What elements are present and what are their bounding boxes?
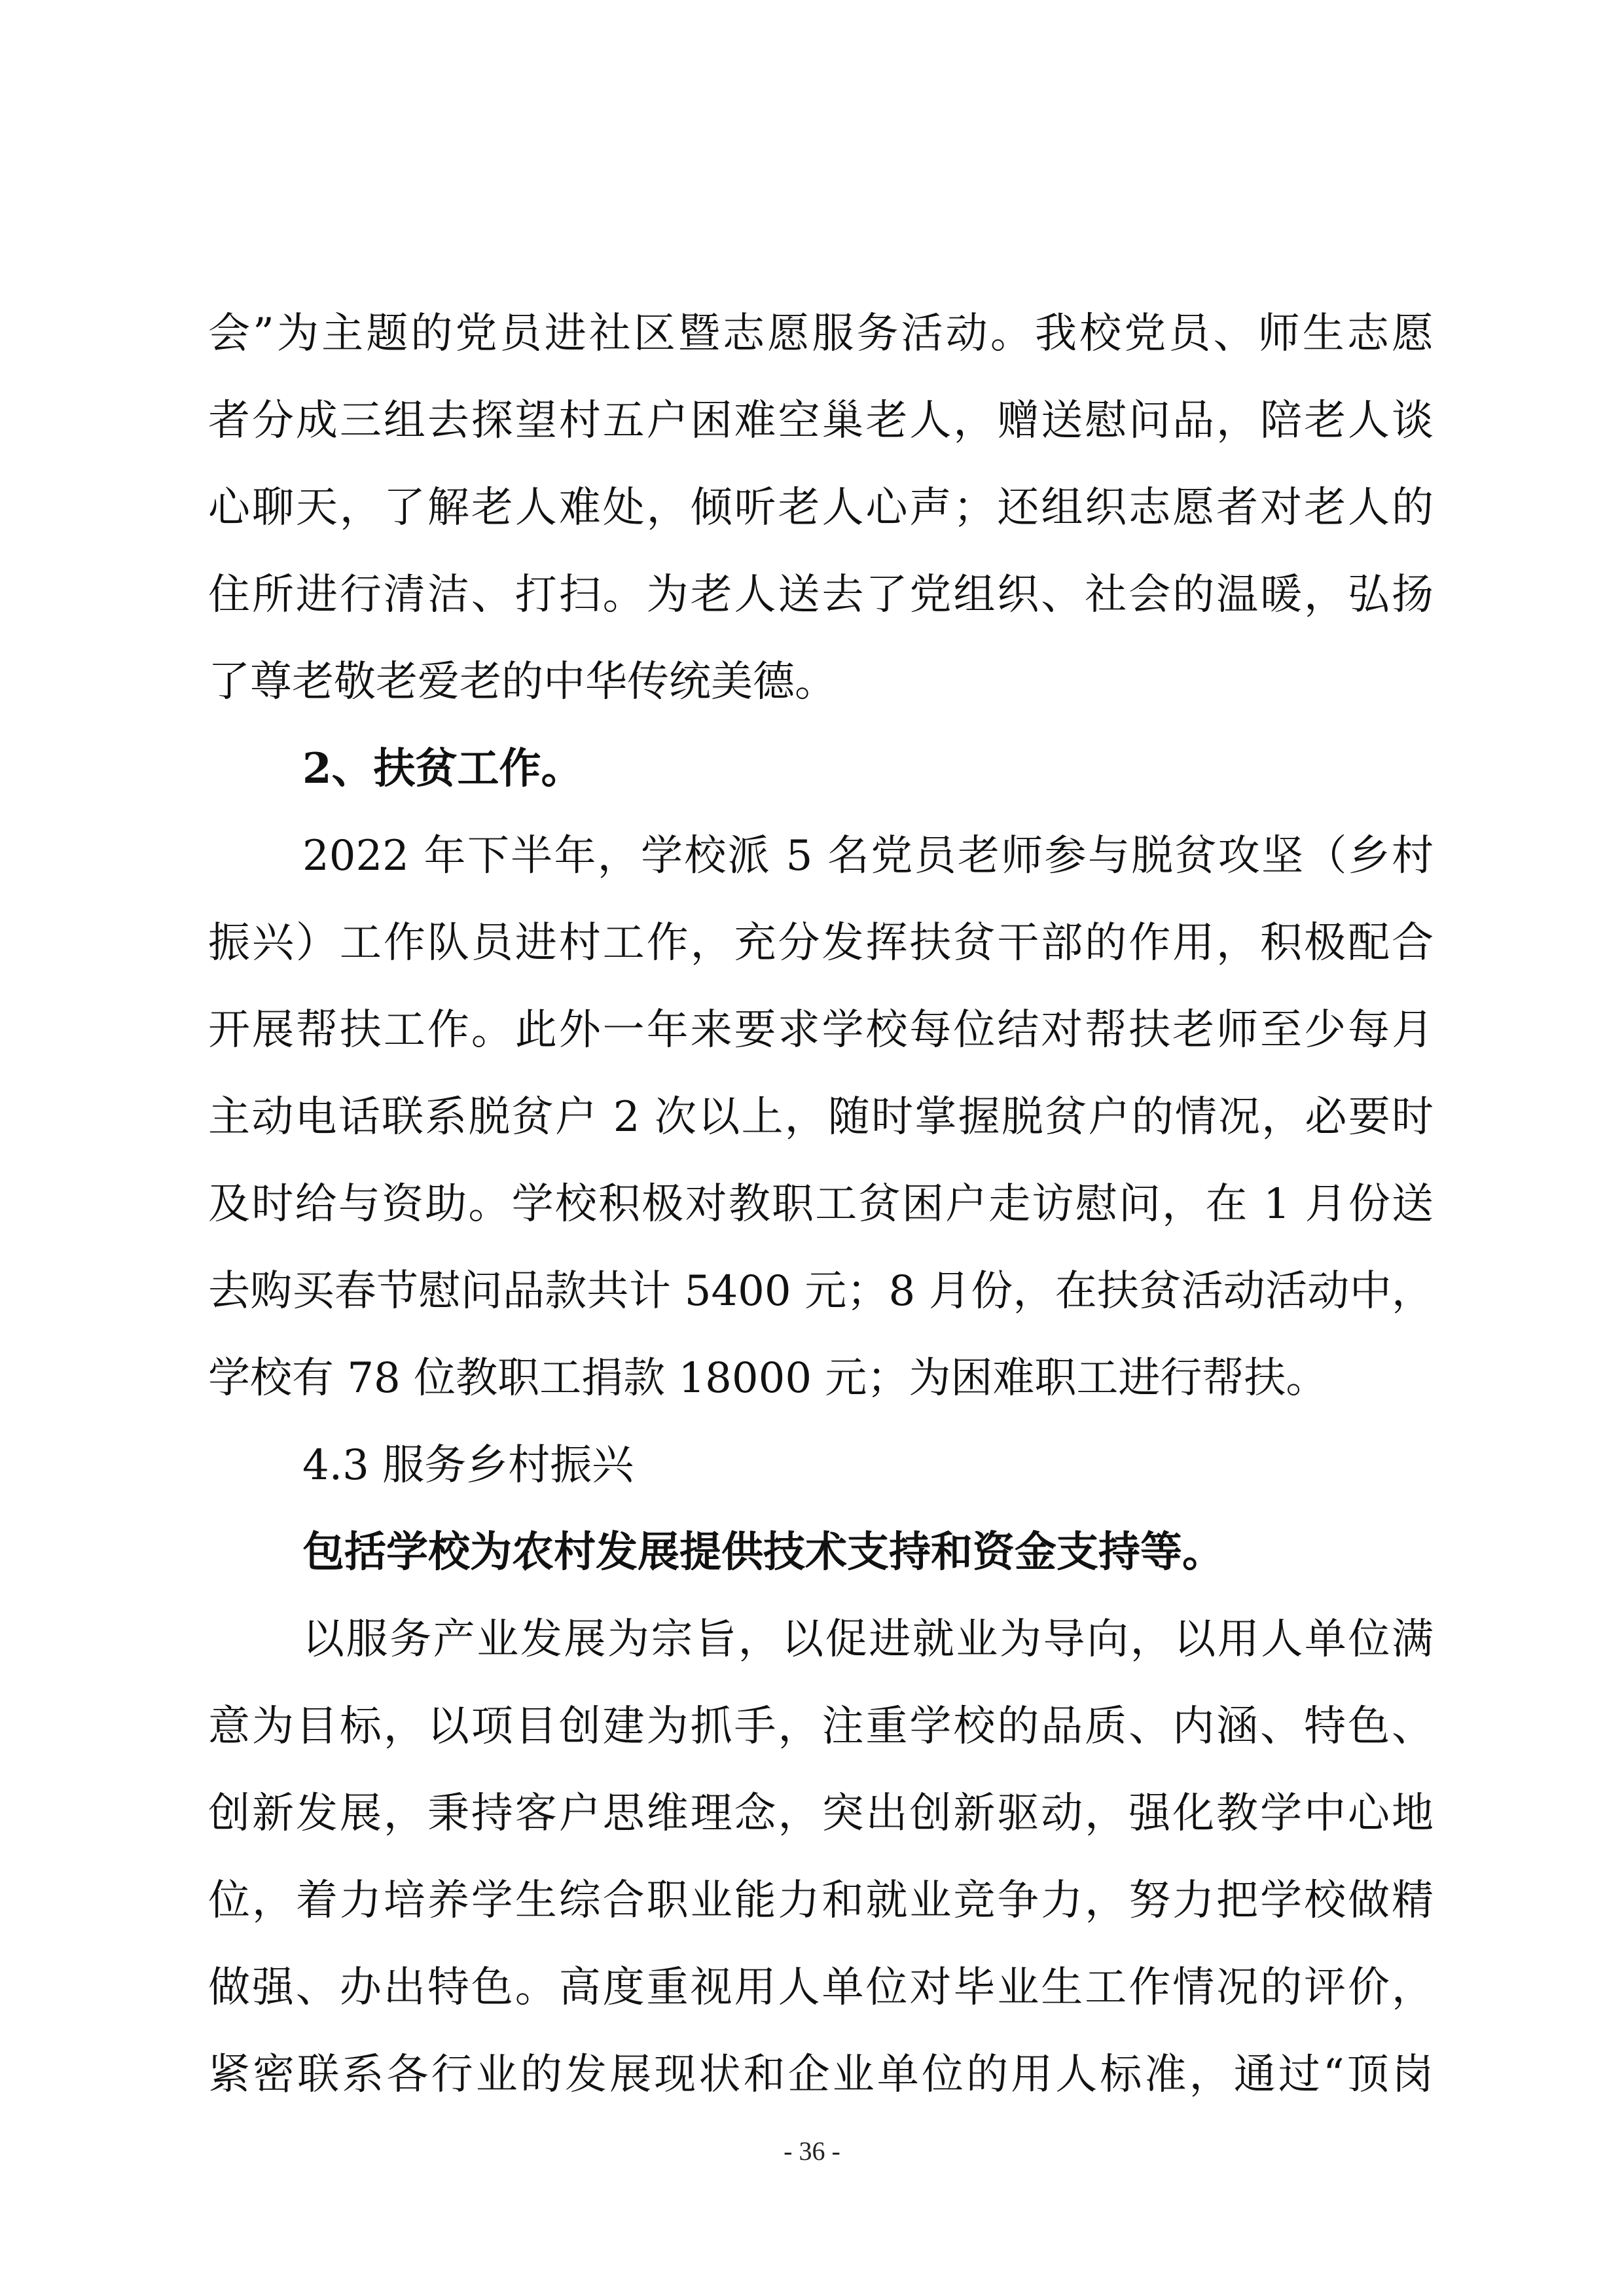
paragraph-2-line-1: 2022 年下半年，学校派 5 名党员老师参与脱贫攻坚（乡村 <box>302 832 1434 880</box>
bold-summary-heading: 包括学校为农村发展提供技术支持和资金支持等。 <box>302 1528 1224 1577</box>
paragraph-1-line-2: 者分成三组去探望村五户困难空巢老人，赠送慰问品，陪老人谈 <box>208 397 1434 445</box>
paragraph-3-line-3: 创新发展，秉持客户思维理念，突出创新驱动，强化教学中心地 <box>208 1789 1434 1838</box>
heading-poverty-work: 2、扶贫工作。 <box>302 744 583 793</box>
paragraph-1-line-5: 了尊老敬老爱老的中华传统美德。 <box>208 658 837 706</box>
paragraph-2-line-6: 去购买春节慰问品款共计 5400 元；8 月份，在扶贫活动活动中， <box>208 1267 1434 1316</box>
paragraph-3-line-1: 以服务产业发展为宗旨，以促进就业为导向，以用人单位满 <box>302 1615 1434 1664</box>
paragraph-1-line-4: 住所进行清洁、打扫。为老人送去了党组织、社会的温暖，弘扬 <box>208 571 1434 619</box>
paragraph-3-line-5: 做强、办出特色。高度重视用人单位对毕业生工作情况的评价， <box>208 1964 1434 2012</box>
paragraph-2-line-3: 开展帮扶工作。此外一年来要求学校每位结对帮扶老师至少每月 <box>208 1006 1434 1054</box>
paragraph-2-line-7: 学校有 78 位教职工捐款 18000 元；为困难职工进行帮扶。 <box>208 1354 1328 1403</box>
page-number: - 36 - <box>784 2136 840 2166</box>
paragraph-3-line-6: 紧密联系各行业的发展现状和企业单位的用人标准，通过“顶岗 <box>208 2051 1434 2099</box>
paragraph-1-line-3: 心聊天，了解老人难处，倾听老人心声；还组织志愿者对老人的 <box>208 484 1434 532</box>
section-heading: 4.3 服务乡村振兴 <box>302 1441 634 1490</box>
paragraph-2-line-2: 振兴）工作队员进村工作，充分发挥扶贫干部的作用，积极配合 <box>208 919 1434 967</box>
paragraph-2-line-5: 及时给与资助。学校积极对教职工贫困户走访慰问，在 1 月份送 <box>208 1180 1434 1229</box>
paragraph-1-line-1: 会”为主题的党员进社区暨志愿服务活动。我校党员、师生志愿 <box>208 310 1434 358</box>
paragraph-2-line-4: 主动电话联系脱贫户 2 次以上，随时掌握脱贫户的情况，必要时 <box>208 1093 1434 1141</box>
paragraph-3-line-4: 位，着力培养学生综合职业能力和就业竞争力，努力把学校做精 <box>208 1876 1434 1925</box>
paragraph-3-line-2: 意为目标，以项目创建为抓手，注重学校的品质、内涵、特色、 <box>208 1702 1434 1751</box>
